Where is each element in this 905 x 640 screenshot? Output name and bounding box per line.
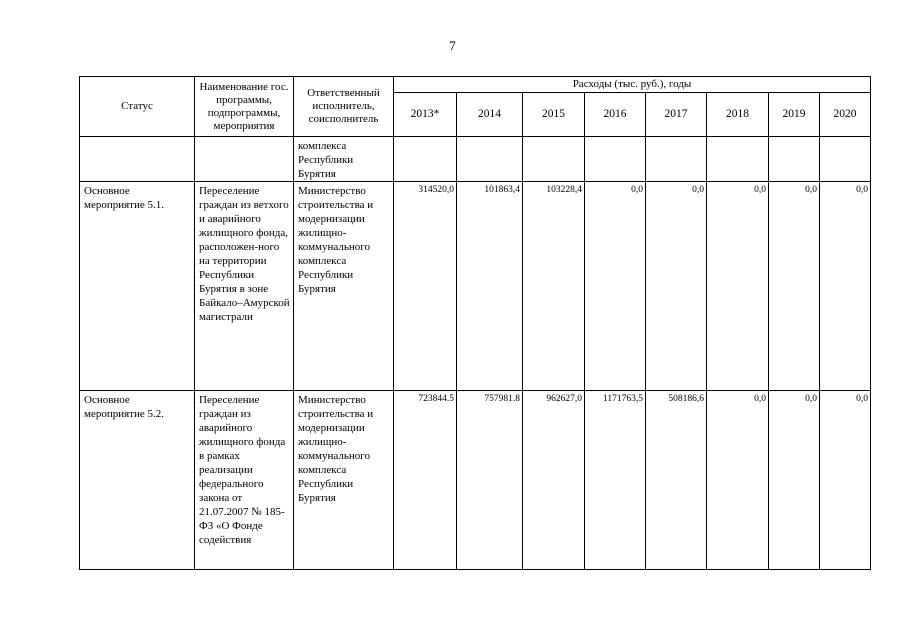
value-cell: 101863,4: [457, 182, 523, 391]
value-cell: [523, 137, 585, 182]
value-cell: 757981.8: [457, 391, 523, 570]
value-cell: [646, 137, 707, 182]
header-expenses: Расходы (тыс. руб.), годы: [394, 77, 871, 93]
page-number: 7: [449, 38, 456, 53]
value-cell: [820, 137, 871, 182]
header-year: 2014: [457, 93, 523, 137]
header-status: Статус: [80, 77, 195, 137]
value-cell: 0,0: [646, 182, 707, 391]
header-year: 2020: [820, 93, 871, 137]
responsible-cell: Министерство строительства и модернизации жилищно-коммунального комплекса Республики Бурятия: [294, 182, 394, 391]
value-cell: 962627,0: [523, 391, 585, 570]
value-cell: 0,0: [707, 391, 769, 570]
responsible-cell: Министерство строительства и модернизации жилищно-коммунального комплекса Республики Бурятия: [294, 391, 394, 570]
value-cell: 103228,4: [523, 182, 585, 391]
value-cell: 0,0: [769, 391, 820, 570]
header-responsible: Ответственный исполнитель, соисполнитель: [294, 77, 394, 137]
table-row: [80, 182, 871, 391]
program-name-cell: Переселение граждан из аварийного жилищного фонда в рамках реализации федерального закона от 21.07.2007 № 185-ФЗ «О Фонде содействия: [195, 391, 294, 570]
header-program-name: Наименование гос. программы, подпрограммы, мероприятия: [195, 77, 294, 137]
value-cell: 723844.5: [394, 391, 457, 570]
header-year: 2018: [707, 93, 769, 137]
status-cell: [80, 137, 195, 182]
program-name-cell: [195, 137, 294, 182]
value-cell: 0,0: [769, 182, 820, 391]
value-cell: 1171763,5: [585, 391, 646, 570]
header-year: 2016: [585, 93, 646, 137]
value-cell: 0,0: [820, 391, 871, 570]
status-cell: Основное мероприятие 5.2.: [80, 391, 195, 570]
value-cell: 0,0: [820, 182, 871, 391]
value-cell: [394, 137, 457, 182]
header-year: 2019: [769, 93, 820, 137]
value-cell: [457, 137, 523, 182]
value-cell: [769, 137, 820, 182]
value-cell: 0,0: [707, 182, 769, 391]
table-row: [80, 391, 871, 570]
value-cell: 314520,0: [394, 182, 457, 391]
expenses-table: [79, 76, 871, 570]
status-cell: Основное мероприятие 5.1.: [80, 182, 195, 391]
table-row: [80, 137, 871, 182]
header-year: 2013*: [394, 93, 457, 137]
responsible-cell: комплекса Республики Бурятия: [294, 137, 394, 182]
value-cell: [707, 137, 769, 182]
header-year: 2017: [646, 93, 707, 137]
header-year: 2015: [523, 93, 585, 137]
value-cell: [585, 137, 646, 182]
value-cell: 0,0: [585, 182, 646, 391]
program-name-cell: Переселение граждан из ветхого и аварийного жилищного фонда, расположен-ного на территории Республики Бурятия в зоне Байкало–Амурской магистрали: [195, 182, 294, 391]
value-cell: 508186,6: [646, 391, 707, 570]
